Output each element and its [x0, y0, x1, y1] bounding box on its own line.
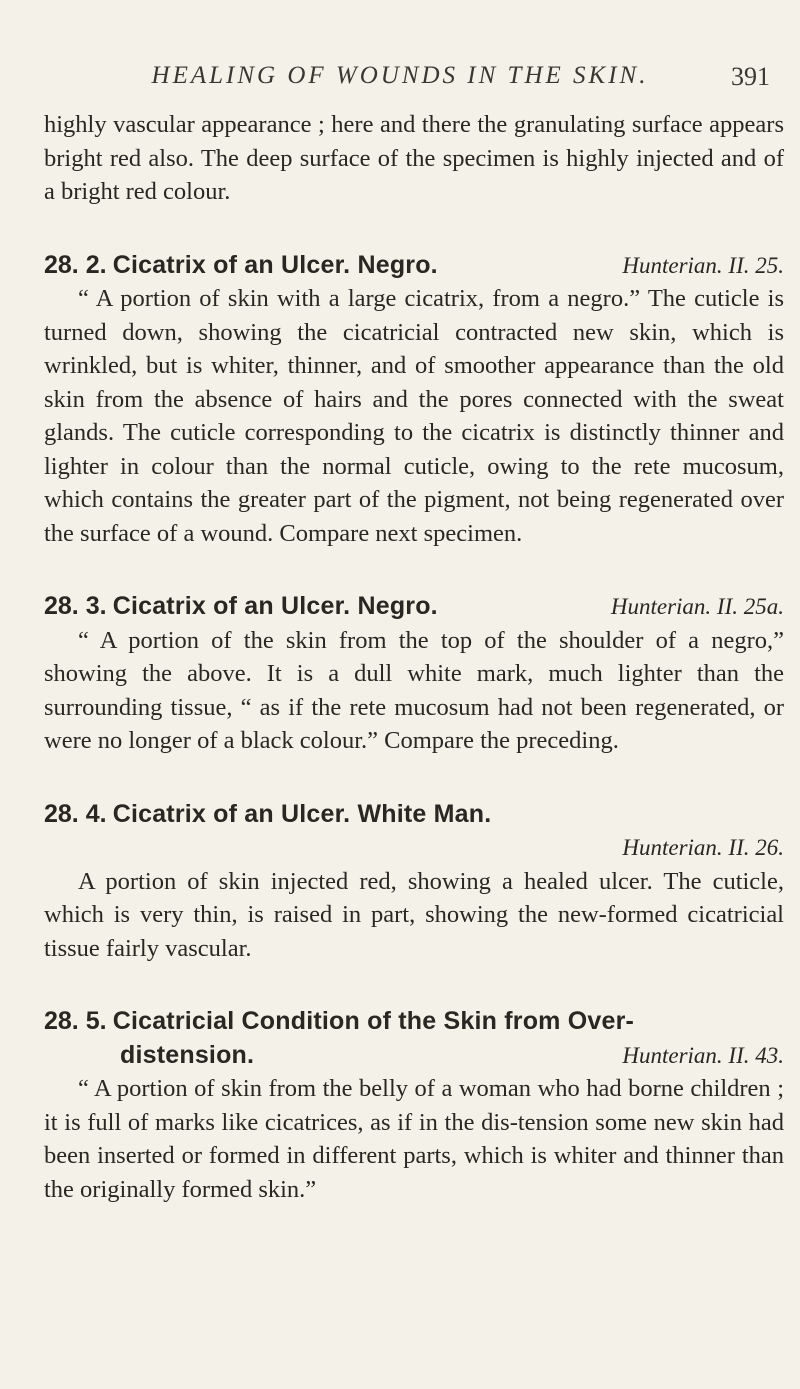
entry-title: Cicatrix of an Ulcer. Negro.	[112, 250, 438, 279]
entry-reference: Hunterian. II. 43.	[622, 1042, 784, 1068]
entry-reference-line	[44, 831, 784, 865]
entry-body: “ A portion of skin from the belly of a woman who had borne children ; it is full of marks like cicatrices, as if in the dis-tension some new skin had been inserted or formed in different parts, which is whiter and thinner than the originally formed skin.”	[44, 1075, 784, 1203]
entry-reference: Hunterian. II. 26.	[622, 835, 784, 860]
entry-body: A portion of skin injected red, showing a healed ulcer. The cuticle, which is very thin, is raised in part, showing the new-formed cicatricial tissue fairly vascular.	[44, 867, 784, 962]
entry-heading-continuation	[44, 1039, 784, 1073]
entry-heading	[44, 249, 784, 283]
page-number: 391	[731, 62, 770, 91]
entry-title: Cicatrix of an Ulcer. Negro.	[112, 592, 438, 620]
entry-body: “ A portion of skin with a large cicatrix, from a negro.” The cuticle is turned down, showing the cicatricial contracted new skin, which is wrinkled, but is whiter, thinner, and of smoother appearance than the old skin from the absence of hairs and the pores connected with the sweat glands. The cuticle corresponding to the cicatrix is distinctly thinner and lighter in colour than the normal cuticle, owing to the rete mucosum, which contains the greater part of the pigment, not being regenerated over the surface of a wound. Compare next specimen.	[44, 285, 784, 547]
intro-paragraph: highly vascular appearance ; here and there the granulating surface appears bright red also. The deep surface of the specimen is highly injected and of a bright red colour.	[44, 111, 784, 205]
entry-heading	[44, 798, 784, 832]
specimen-entry	[44, 798, 784, 966]
body-text	[44, 108, 784, 1206]
entry-heading	[44, 590, 784, 624]
entry-number: 28. 2.	[44, 250, 107, 279]
entry-reference: Hunterian. II. 25.	[622, 252, 784, 278]
entry-reference: Hunterian. II. 25a.	[610, 594, 784, 619]
entry-body: “ A portion of the skin from the top of the shoulder of a negro,” showing the above. It is a dull white mark, much lighter than the surrounding tissue, “ as if the rete mucosum had not been regenerated, or were no longer of a black colour.” Compare the preceding.	[44, 626, 784, 754]
entry-title: Cicatrix of an Ulcer. White Man.	[112, 799, 492, 828]
entry-number: 28. 4.	[44, 799, 107, 828]
entry-title: Cicatricial Condition of the Skin from Over-	[112, 1007, 635, 1035]
running-title: HEALING OF WOUNDS IN THE SKIN.	[151, 62, 649, 89]
entry-heading	[44, 1005, 784, 1039]
specimen-entry	[44, 590, 784, 758]
entry-title-continuation: distension.	[120, 1040, 255, 1069]
specimen-entry	[44, 249, 784, 551]
specimen-entry	[44, 1005, 784, 1206]
running-head	[0, 62, 800, 98]
entry-number: 28. 5.	[44, 1007, 107, 1035]
entry-number: 28. 3.	[44, 592, 107, 620]
